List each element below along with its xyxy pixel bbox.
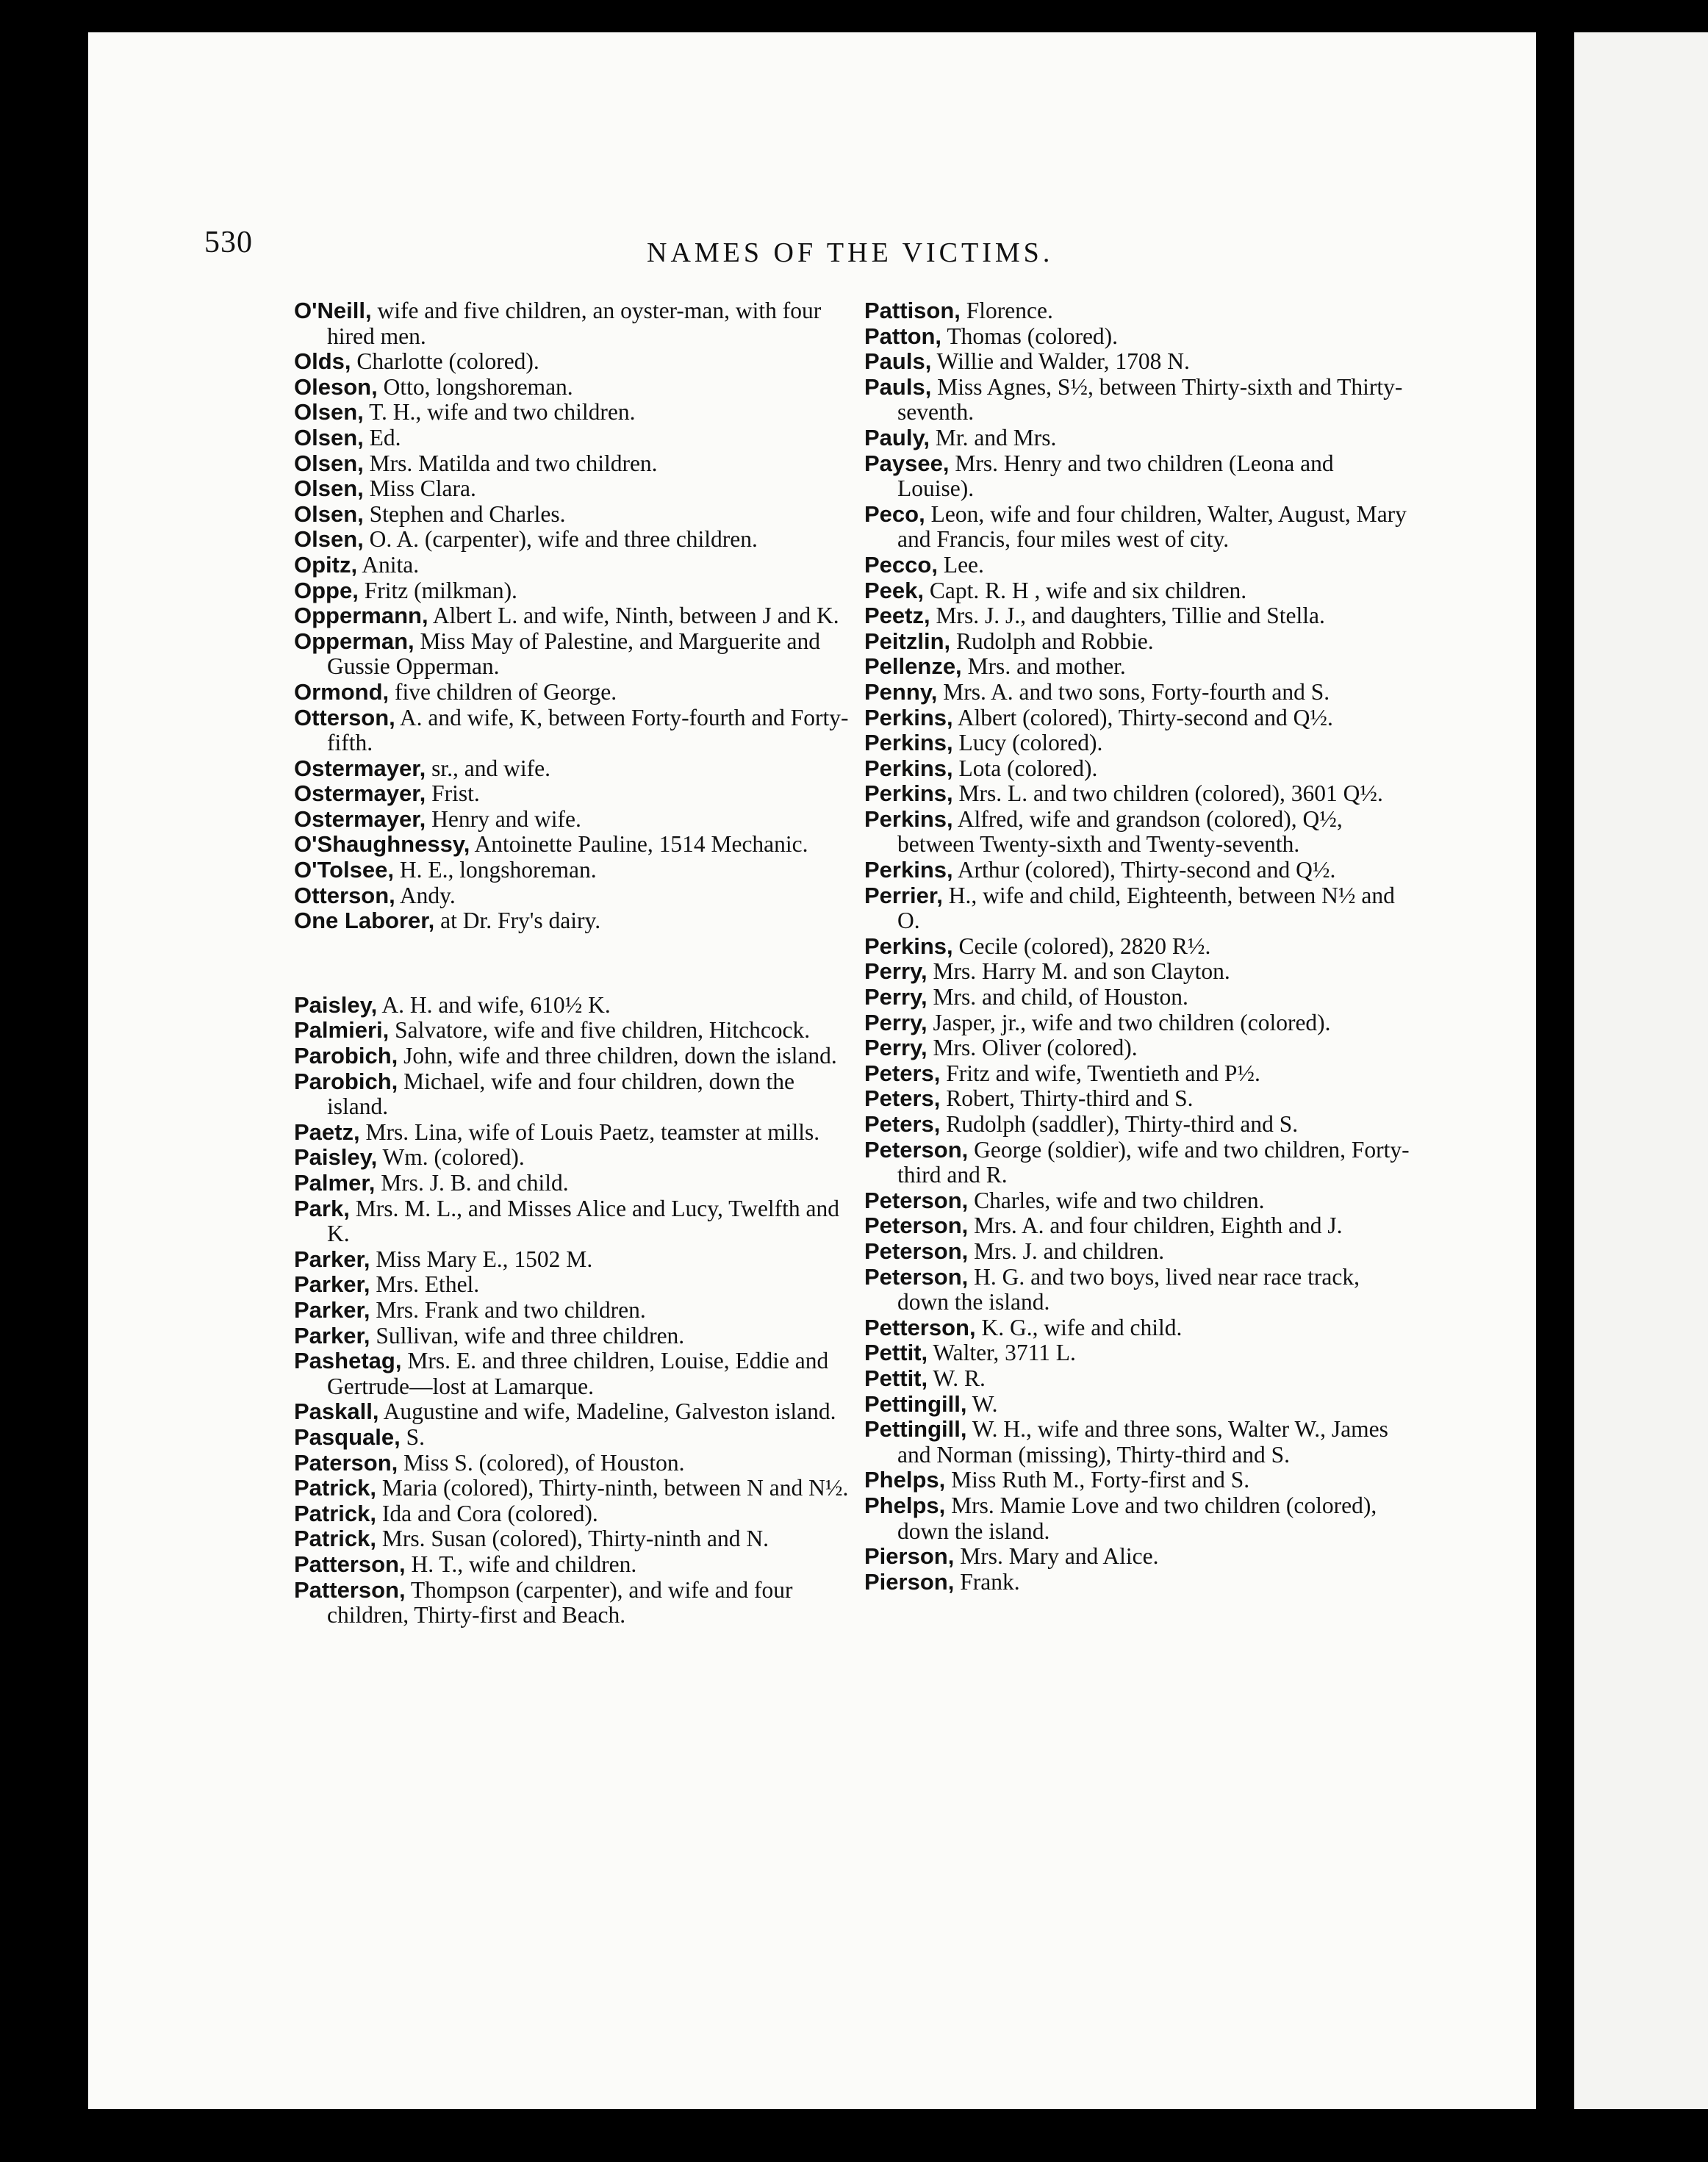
victim-surname: Olsen,: [294, 399, 364, 425]
victim-details: Mrs. J. J., and daughters, Tillie and Stella.: [930, 603, 1325, 629]
victim-details: Mrs. Oliver (colored).: [927, 1035, 1138, 1061]
victim-surname: Opitz,: [294, 551, 358, 578]
victim-surname: Parobich,: [294, 1043, 398, 1069]
victim-entry: [864, 680, 1415, 705]
victim-surname: Peterson,: [864, 1263, 969, 1290]
victim-details: Miss Mary E., 1502 M.: [370, 1246, 593, 1272]
victim-entry: [864, 1112, 1415, 1138]
victim-details: A. H. and wife, 610½ K.: [377, 991, 611, 1018]
victim-surname: Peters,: [864, 1085, 941, 1112]
victim-surname: Perry,: [864, 1035, 927, 1061]
victim-entry: [294, 993, 853, 1019]
victim-details: Mrs. J. B. and child.: [375, 1170, 569, 1196]
victim-details: Miss S. (colored), of Houston.: [398, 1449, 685, 1476]
victim-surname: Park,: [294, 1195, 350, 1221]
victim-entry: [294, 1018, 853, 1044]
victim-surname: Oppermann,: [294, 603, 428, 629]
running-head: NAMES OF THE VICTIMS.: [647, 237, 1054, 268]
victim-surname: Parker,: [294, 1246, 370, 1272]
victim-entry: [294, 1324, 853, 1349]
victim-entry: [864, 425, 1415, 451]
victim-entry: [294, 1578, 853, 1628]
victim-surname: Perkins,: [864, 730, 953, 756]
victim-surname: Perkins,: [864, 704, 953, 730]
victim-entry: [864, 349, 1415, 375]
victim-entry: [294, 553, 853, 578]
victim-surname: Oppe,: [294, 577, 359, 603]
victim-details: Mrs. and mother.: [961, 653, 1126, 680]
victim-entry: [864, 1544, 1415, 1570]
victim-details: Ed.: [363, 424, 401, 450]
victim-details: K. G., wife and child.: [975, 1314, 1183, 1340]
victim-entry: [864, 883, 1415, 934]
victim-surname: Pauls,: [864, 348, 932, 375]
victim-entry: [864, 1061, 1415, 1087]
victim-details: W.: [966, 1390, 998, 1417]
victim-entry: [294, 1196, 853, 1247]
victim-details: Antoinette Pauline, 1514 Mechanic.: [470, 831, 808, 858]
victim-details: W. R.: [927, 1365, 986, 1391]
victim-details: T. H., wife and two children.: [363, 399, 636, 425]
victim-entry: [294, 349, 853, 375]
victim-details: Mrs. M. L., and Misses Alice and Lucy, Twelfth and K.: [327, 1195, 840, 1247]
victim-details: Fritz and wife, Twentieth and P½.: [940, 1060, 1260, 1086]
victim-surname: Perkins,: [864, 933, 953, 959]
victim-entry: [294, 1120, 853, 1146]
victim-entry: [294, 832, 853, 858]
victim-details: Charlotte (colored).: [351, 348, 539, 375]
victim-surname: Peco,: [864, 500, 925, 527]
victim-surname: Perry,: [864, 984, 927, 1010]
victim-surname: Patton,: [864, 323, 942, 349]
victim-entry: [294, 1145, 853, 1171]
victim-details: Robert, Thirty-third and S.: [940, 1085, 1194, 1112]
victim-details: Salvatore, wife and five children, Hitchcock.: [389, 1017, 811, 1044]
victim-entry: [294, 807, 853, 833]
victim-surname: Paetz,: [294, 1118, 360, 1145]
victim-details: Ida and Cora (colored).: [376, 1500, 598, 1526]
victim-entry: [294, 1451, 853, 1476]
victim-details: Mrs. Susan (colored), Thirty-ninth and N.: [376, 1526, 769, 1552]
victim-entry: [864, 1366, 1415, 1392]
victim-details: Charles, wife and two children.: [968, 1187, 1265, 1213]
victim-entry: [864, 1138, 1415, 1188]
victim-entry: [294, 680, 853, 705]
victim-entry: [864, 1392, 1415, 1418]
victim-surname: Palmer,: [294, 1170, 376, 1196]
victim-details: Mrs. J. and children.: [968, 1238, 1165, 1264]
victim-surname: O'Neill,: [294, 298, 372, 323]
victim-surname: Palmieri,: [294, 1017, 390, 1044]
victim-surname: O'Shaughnessy,: [294, 831, 470, 858]
left-column: [294, 298, 853, 1628]
victim-details: sr., and wife.: [426, 755, 550, 781]
victim-details: S.: [400, 1423, 426, 1450]
victim-entry: [864, 451, 1415, 502]
victim-surname: Peterson,: [864, 1213, 969, 1239]
victim-details: Walter, 3711 L.: [927, 1340, 1076, 1366]
victim-surname: Perrier,: [864, 882, 943, 908]
victim-surname: Perry,: [864, 958, 927, 985]
victim-details: Mrs. A. and two sons, Forty-fourth and S.: [937, 678, 1330, 705]
victim-surname: Parker,: [294, 1322, 370, 1348]
victim-details: Cecile (colored), 2820 R½.: [952, 933, 1211, 959]
victim-entry: [294, 425, 853, 451]
victim-surname: Petterson,: [864, 1314, 976, 1340]
victim-surname: Pattison,: [864, 298, 961, 323]
victim-surname: Peters,: [864, 1111, 941, 1137]
victim-entry: [294, 1069, 853, 1120]
victim-surname: Peterson,: [864, 1238, 969, 1264]
victim-entry: [864, 1570, 1415, 1595]
victim-details: Albert (colored), Thirty-second and Q½.: [952, 704, 1333, 730]
victim-details: Jasper, jr., wife and two children (colored).: [927, 1009, 1331, 1035]
victim-entry: [294, 883, 853, 909]
victim-details: at Dr. Fry's dairy.: [434, 908, 601, 934]
victim-surname: Paterson,: [294, 1449, 398, 1476]
victim-details: Augustine and wife, Madeline, Galveston island.: [378, 1398, 836, 1425]
victim-entry: [864, 375, 1415, 425]
victim-surname: Patterson,: [294, 1576, 406, 1603]
victim-surname: O'Tolsee,: [294, 857, 395, 883]
victim-details: Frank.: [954, 1568, 1020, 1595]
victim-details: Sullivan, wife and three children.: [370, 1322, 685, 1348]
victim-details: Mrs. Harry M. and son Clayton.: [927, 958, 1230, 985]
victim-entry: [864, 553, 1415, 578]
victim-details: Lucy (colored).: [952, 730, 1103, 756]
victim-surname: Parker,: [294, 1271, 370, 1298]
victim-surname: Parobich,: [294, 1068, 398, 1094]
victim-surname: Olds,: [294, 348, 351, 375]
victim-details: H. T., wife and children.: [405, 1551, 637, 1577]
victim-details: Mrs. L. and two children (colored), 3601 Q½.: [952, 780, 1383, 807]
victim-surname: Pettingill,: [864, 1390, 967, 1417]
victim-entry: [294, 705, 853, 756]
victim-surname: Pauls,: [864, 373, 932, 400]
victim-entry: [294, 629, 853, 680]
victim-surname: Peek,: [864, 577, 925, 603]
victim-details: five children of George.: [389, 678, 617, 705]
victim-entry: [864, 807, 1415, 858]
victim-entry: [864, 1035, 1415, 1061]
victim-entry: [864, 1468, 1415, 1493]
victim-surname: Pierson,: [864, 1543, 955, 1570]
victim-entry: [294, 502, 853, 528]
victim-entry: [294, 578, 853, 604]
victim-entry: [294, 476, 853, 502]
victim-entry: [864, 959, 1415, 985]
victim-details: Henry and wife.: [426, 805, 581, 832]
victim-entry: [294, 1298, 853, 1324]
victim-entry: [294, 400, 853, 425]
victim-entry: [294, 375, 853, 401]
victim-entry: [864, 1493, 1415, 1544]
victim-details: Mrs. E. and three children, Louise, Eddie and Gertrude—lost at Lamarque.: [327, 1348, 829, 1399]
victim-surname: Peitzlin,: [864, 628, 951, 654]
victim-details: Arthur (colored), Thirty-second and Q½.: [952, 857, 1336, 883]
victim-surname: Olsen,: [294, 500, 364, 527]
victim-details: H., wife and child, Eighteenth, between N½ and O.: [897, 882, 1395, 934]
victim-surname: Olsen,: [294, 526, 364, 553]
victim-surname: Perkins,: [864, 857, 953, 883]
victim-surname: Pashetag,: [294, 1348, 402, 1374]
victim-surname: Ostermayer,: [294, 780, 426, 807]
victim-entry: [294, 1044, 853, 1069]
victim-entry: [294, 1399, 853, 1425]
victim-entry: [864, 1315, 1415, 1341]
victim-surname: Paysee,: [864, 450, 950, 476]
victim-entry: [294, 1272, 853, 1298]
victim-details: Andy.: [395, 882, 456, 908]
victim-surname: Parker,: [294, 1296, 370, 1323]
victim-details: Mrs. A. and four children, Eighth and J.: [968, 1213, 1343, 1239]
victim-entry: [294, 1171, 853, 1196]
victim-surname: Otterson,: [294, 882, 395, 908]
victim-details: O. A. (carpenter), wife and three children.: [363, 526, 758, 553]
victim-details: Maria (colored), Thirty-ninth, between N and N½.: [376, 1475, 849, 1501]
victim-details: W. H., wife and three sons, Walter W., James and Norman (missing), Thirty-third and S.: [897, 1416, 1388, 1468]
victim-details: Alfred, wife and grandson (colored), Q½, between Twenty-sixth and Twenty-seventh.: [897, 805, 1343, 858]
victim-surname: Ostermayer,: [294, 755, 426, 781]
victim-details: Mrs. and child, of Houston.: [927, 984, 1188, 1010]
victim-surname: Penny,: [864, 678, 938, 705]
victim-surname: Opperman,: [294, 628, 415, 654]
victim-surname: Ormond,: [294, 678, 390, 705]
victim-entry: [294, 1501, 853, 1527]
victim-details: Michael, wife and four children, down the island.: [327, 1068, 794, 1120]
victim-entry: [864, 730, 1415, 756]
victim-details: Mrs. Mary and Alice.: [954, 1543, 1159, 1570]
victim-entry: [294, 1476, 853, 1501]
victim-surname: Perkins,: [864, 755, 953, 781]
victim-details: Wm. (colored).: [377, 1144, 525, 1171]
victim-details: Rudolph and Robbie.: [950, 628, 1154, 654]
victim-entry: [864, 1188, 1415, 1214]
victim-entry: [864, 578, 1415, 604]
victim-entry: [294, 908, 853, 934]
victim-surname: Ostermayer,: [294, 805, 426, 832]
victim-surname: Olsen,: [294, 475, 364, 502]
victim-details: Capt. R. H , wife and six children.: [924, 577, 1247, 603]
victim-surname: One Laborer,: [294, 908, 435, 934]
victim-surname: Olsen,: [294, 450, 364, 476]
victim-details: H. E., longshoreman.: [394, 857, 597, 883]
victim-details: Mrs. Frank and two children.: [370, 1296, 646, 1323]
victim-surname: Pierson,: [864, 1568, 955, 1595]
victim-surname: Perkins,: [864, 780, 953, 807]
victim-surname: Phelps,: [864, 1467, 946, 1493]
victim-details: Mr. and Mrs.: [930, 424, 1057, 450]
victim-details: Fritz (milkman).: [358, 577, 517, 603]
victim-details: Mrs. Matilda and two children.: [363, 450, 658, 476]
facing-page-edge: [1574, 32, 1708, 2109]
victim-entry: [294, 756, 853, 782]
victim-details: Florence.: [960, 298, 1053, 323]
victim-details: Mrs. Mamie Love and two children (colored), down the island.: [897, 1492, 1377, 1544]
victim-surname: Pettit,: [864, 1340, 928, 1366]
victim-surname: Patterson,: [294, 1551, 406, 1577]
victim-surname: Peterson,: [864, 1187, 969, 1213]
victim-surname: Pellenze,: [864, 653, 962, 680]
victim-details: Lota (colored).: [952, 755, 1098, 781]
victim-entry: [294, 1526, 853, 1552]
victim-details: Leon, wife and four children, Walter, August, Mary and Francis, four miles west of city.: [897, 500, 1407, 553]
victim-details: Lee.: [937, 551, 984, 578]
victim-entry: [864, 781, 1415, 807]
victim-details: Mrs. Lina, wife of Louis Paetz, teamster at mills.: [359, 1118, 820, 1145]
victim-surname: Paisley,: [294, 991, 378, 1018]
victim-entry: [864, 1417, 1415, 1468]
victim-entry: [864, 1086, 1415, 1112]
victim-entry: [864, 603, 1415, 629]
victim-entry: [864, 985, 1415, 1010]
victim-surname: Perry,: [864, 1009, 927, 1035]
victim-entry: [294, 451, 853, 477]
victim-surname: Perkins,: [864, 805, 953, 832]
victim-surname: Paisley,: [294, 1144, 378, 1171]
victim-entry: [294, 1247, 853, 1273]
victim-entry: [294, 1348, 853, 1399]
victim-entry: [864, 756, 1415, 782]
victim-details: Otto, longshoreman.: [377, 373, 573, 400]
victim-surname: Pasquale,: [294, 1423, 401, 1450]
victim-entry: [864, 1010, 1415, 1036]
victim-details: A. and wife, K, between Forty-fourth and Forty-fifth.: [327, 704, 849, 756]
victim-details: H. G. and two boys, lived near race track, down the island.: [897, 1263, 1360, 1315]
victim-entry: [864, 934, 1415, 960]
victim-entry: [294, 527, 853, 553]
victim-surname: Patrick,: [294, 1500, 377, 1526]
victim-entry: [294, 603, 853, 629]
victim-entry: [294, 858, 853, 883]
victim-entry: [864, 324, 1415, 350]
victim-details: Frist.: [426, 780, 480, 807]
victim-entry: [864, 502, 1415, 553]
victim-entry: [294, 298, 853, 349]
victim-entry: [864, 654, 1415, 680]
victim-surname: Patrick,: [294, 1526, 377, 1552]
victim-details: Miss May of Palestine, and Marguerite and Gussie Opperman.: [327, 628, 820, 680]
victim-entry: [294, 781, 853, 807]
victim-details: Albert L. and wife, Ninth, between J and K.: [428, 603, 839, 629]
victim-details: Miss Clara.: [363, 475, 476, 502]
victim-details: Mrs. Henry and two children (Leona and Louise).: [897, 450, 1334, 502]
victim-details: Miss Ruth M., Forty-first and S.: [945, 1467, 1250, 1493]
victim-entry: [864, 629, 1415, 655]
victim-surname: Patrick,: [294, 1475, 377, 1501]
right-column: [864, 298, 1415, 1595]
victim-details: Mrs. Ethel.: [370, 1271, 480, 1298]
victim-details: Miss Agnes, S½, between Thirty-sixth and Thirty-seventh.: [897, 373, 1403, 425]
victim-entry: [864, 1340, 1415, 1366]
victim-entry: [864, 1213, 1415, 1239]
section-gap: [294, 934, 853, 993]
victim-entry: [864, 298, 1415, 324]
victim-details: Rudolph (saddler), Thirty-third and S.: [940, 1111, 1299, 1137]
victim-details: John, wife and three children, down the island.: [398, 1043, 837, 1069]
victim-surname: Olsen,: [294, 424, 364, 450]
victim-details: Willie and Walder, 1708 N.: [931, 348, 1190, 375]
victim-surname: Pauly,: [864, 424, 930, 450]
victim-details: wife and five children, an oyster-man, with four hired men.: [327, 298, 822, 349]
victim-surname: Phelps,: [864, 1492, 946, 1518]
victim-surname: Otterson,: [294, 704, 395, 730]
victim-surname: Pettingill,: [864, 1416, 967, 1443]
victim-details: Thomas (colored).: [941, 323, 1119, 349]
victim-surname: Paskall,: [294, 1398, 379, 1425]
victim-details: Anita.: [357, 551, 420, 578]
victim-entry: [864, 1265, 1415, 1315]
victim-surname: Oleson,: [294, 373, 378, 400]
victim-entry: [294, 1425, 853, 1451]
victim-surname: Pettit,: [864, 1365, 928, 1391]
victim-entry: [864, 1239, 1415, 1265]
victim-details: George (soldier), wife and two children, Forty-third and R.: [897, 1136, 1410, 1188]
victim-details: Thompson (carpenter), and wife and four children, Thirty-first and Beach.: [327, 1576, 793, 1628]
victim-entry: [864, 858, 1415, 883]
book-spine-shadow: [1543, 0, 1574, 2162]
victim-surname: Peterson,: [864, 1136, 969, 1163]
victim-details: Stephen and Charles.: [363, 500, 566, 527]
victim-entry: [864, 705, 1415, 731]
victim-surname: Peters,: [864, 1060, 941, 1086]
victim-surname: Pecco,: [864, 551, 938, 578]
victim-surname: Peetz,: [864, 603, 930, 629]
page-number: 530: [204, 226, 253, 259]
victim-entry: [294, 1552, 853, 1578]
